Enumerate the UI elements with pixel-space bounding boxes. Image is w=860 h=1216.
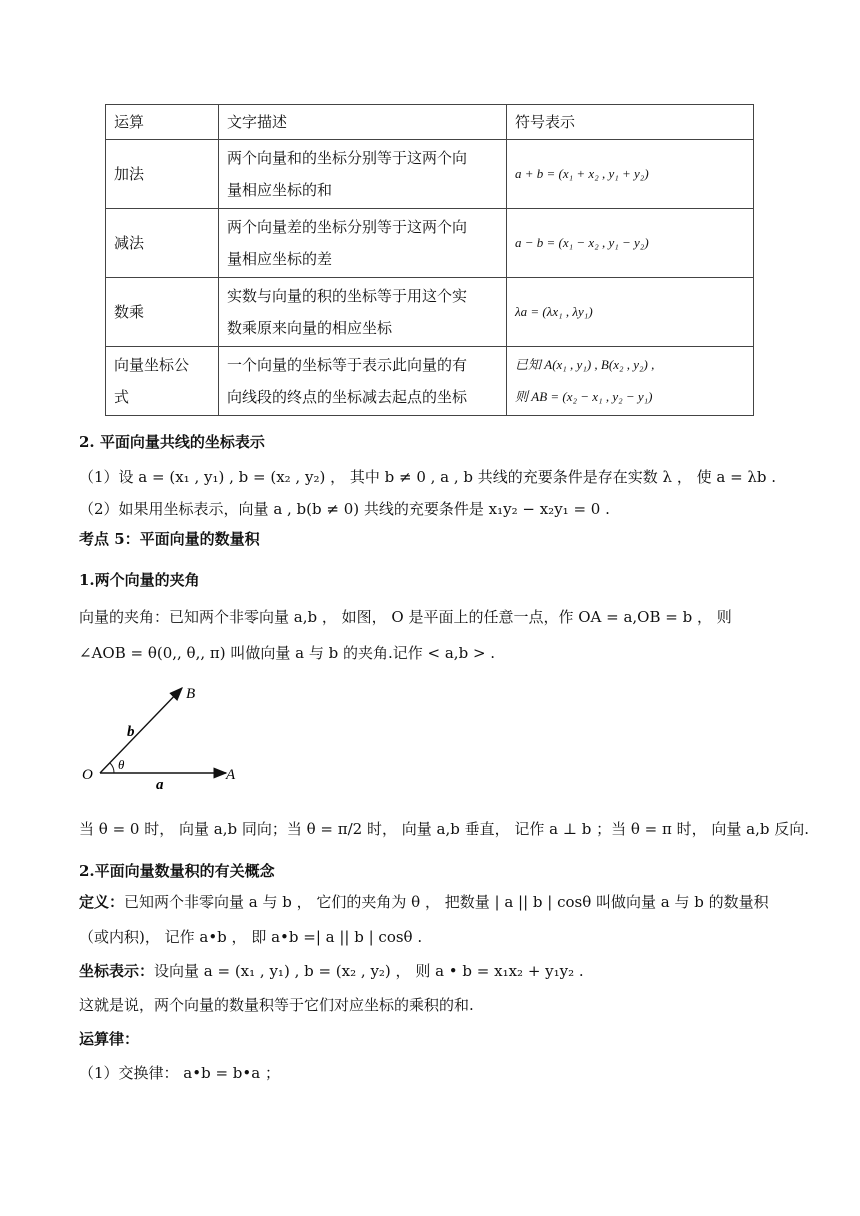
definition-text: 已知两个非零向量 a 与 b ， 它们的夹角为 θ ， 把数量 | a || b | cosθ 叫做向量 a 与 b 的数量积 <box>124 893 769 911</box>
law-commutative: （1）交换律： a•b = b•a ； <box>79 1064 280 1082</box>
collinear-condition-2: （2）如果用坐标表示，向量 a , b(b ≠ 0) 共线的充要条件是 x₁y₂ − x₂y₁ = 0 . <box>79 500 610 518</box>
label-b: b <box>127 724 135 740</box>
dot-product-title: 2.平面向量数量积的有关概念 <box>79 862 275 880</box>
coordinate-text: 设向量 a = (x₁ , y₁) , b = (x₂ , y₂) ， 则 a • b = x₁x₂ + y₁y₂ . <box>154 962 584 980</box>
table-row <box>106 209 754 278</box>
op-name: 数乘 <box>106 278 219 347</box>
angle-title: 1.两个向量的夹角 <box>79 571 200 589</box>
desc-line: 数乘原来向量的相应坐标 <box>227 319 393 337</box>
label-A: A <box>226 767 236 783</box>
op-name-line: 式 <box>114 388 130 406</box>
table-row <box>106 347 754 416</box>
desc-line: 实数与向量的积的坐标等于用这个实 <box>227 287 468 305</box>
angle-arc <box>110 763 114 773</box>
op-formula: λa = (λx₁ , λy₁) <box>507 278 754 347</box>
vector-operations-table <box>105 104 754 416</box>
op-name-line: 向量坐标公 <box>114 356 190 374</box>
op-name: 减法 <box>106 209 219 278</box>
op-description <box>219 140 507 209</box>
op-formula <box>507 347 754 416</box>
angle-figure <box>78 676 258 796</box>
label-theta: θ <box>118 757 125 772</box>
op-description <box>219 209 507 278</box>
desc-line: 量相应坐标的和 <box>227 181 333 199</box>
dot-summary: 这就是说，两个向量的数量积等于它们对应坐标的乘积的和. <box>79 996 474 1014</box>
desc-line: 一个向量的坐标等于表示此向量的有 <box>227 356 468 374</box>
desc-line: 向线段的终点的坐标减去起点的坐标 <box>227 388 468 406</box>
table-header-row <box>106 105 754 140</box>
label-a: a <box>156 777 164 793</box>
formula-line: 则 AB = (x₂ − x₁ , y₂ − y₁) <box>515 389 653 404</box>
angle-definition-2: ∠AOB = θ(0,, θ,, π) 叫做向量 a 与 b 的夹角.记作 < a,b > . <box>79 644 496 662</box>
kp5-title: 考点 5：平面向量的数量积 <box>79 530 260 548</box>
header-symbol: 符号表示 <box>507 105 754 140</box>
op-description <box>219 278 507 347</box>
desc-line: 两个向量和的坐标分别等于这两个向 <box>227 149 468 167</box>
op-description <box>219 347 507 416</box>
definition-label: 定义： <box>79 893 125 911</box>
op-formula: a + b = (x₁ + x₂ , y₁ + y₂) <box>507 140 754 209</box>
table-row <box>106 278 754 347</box>
formula-line: 已知 A(x₁ , y₁) , B(x₂ , y₂) , <box>515 357 655 372</box>
op-name <box>106 347 219 416</box>
desc-line: 量相应坐标的差 <box>227 250 333 268</box>
angle-definition-1: 向量的夹角：已知两个非零向量 a,b ， 如图， O 是平面上的任意一点，作 OA = a,OB = b ， 则 <box>79 608 732 626</box>
angle-cases: 当 θ = 0 时， 向量 a,b 同向；当 θ = π/2 时， 向量 a,b 垂直， 记作 a ⊥ b ；当 θ = π 时， 向量 a,b 反向. <box>79 820 809 838</box>
desc-line: 两个向量差的坐标分别等于这两个向 <box>227 218 468 236</box>
label-O: O <box>82 767 93 783</box>
label-B: B <box>186 686 196 702</box>
laws-label: 运算律： <box>79 1030 140 1048</box>
header-operation: 运算 <box>106 105 219 140</box>
section-title-collinear: 2. 平面向量共线的坐标表示 <box>79 433 265 451</box>
table-row <box>106 140 754 209</box>
op-formula: a − b = (x₁ − x₂ , y₁ − y₂) <box>507 209 754 278</box>
op-name: 加法 <box>106 140 219 209</box>
dot-coordinate <box>79 960 584 981</box>
dot-definition-1 <box>79 891 769 912</box>
vector-b-arrow <box>100 688 182 773</box>
collinear-condition-1: （1）设 a = (x₁ , y₁) , b = (x₂ , y₂) ， 其中 b ≠ 0 , a , b 共线的充要条件是存在实数 λ ， 使 a = λb . <box>79 468 777 486</box>
dot-definition-2: （或内积)， 记作 a•b ， 即 a•b =| a || b | cosθ . <box>79 928 423 946</box>
coordinate-label: 坐标表示： <box>79 962 155 980</box>
header-description: 文字描述 <box>219 105 507 140</box>
